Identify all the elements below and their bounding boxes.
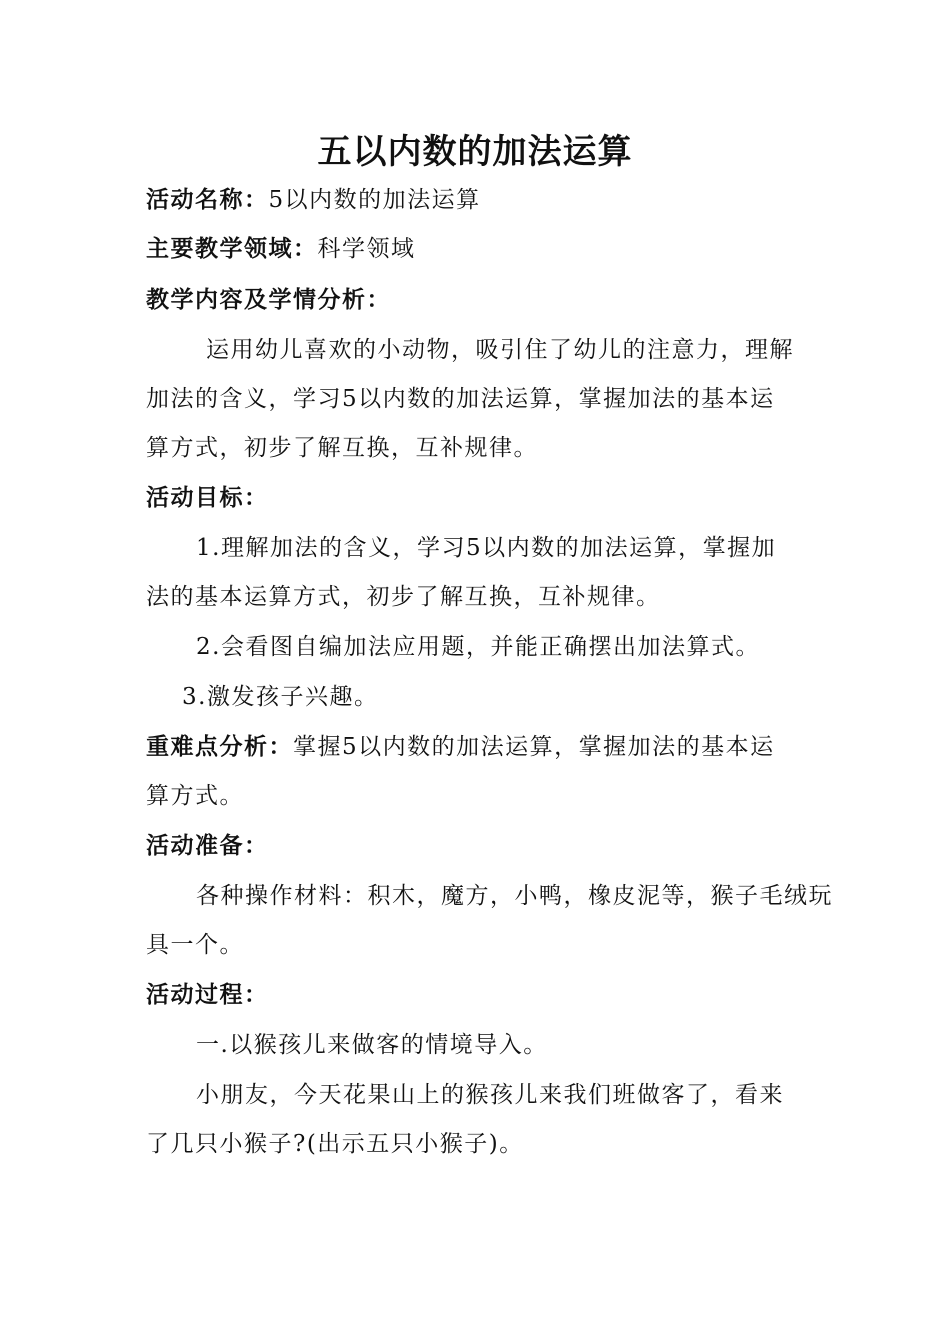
key-points-value: 掌握5以内数的加法运算，掌握加法的基本运 [293,734,775,760]
document-title: 五以内数的加法运算 [317,132,633,172]
key-points-label: 重难点分析： [146,733,293,760]
process-line: 一.以猴孩儿来做客的情境导入。 [196,1032,548,1058]
domain-label: 主要教学领域： [146,235,318,262]
analysis-paragraph-line: 算方式，初步了解互换，互补规律。 [146,435,538,461]
prep-label: 活动准备： [146,832,269,859]
activity-name-line [146,180,810,220]
analysis-label: 教学内容及学情分析： [146,286,391,313]
process-heading [146,975,810,1015]
prep-heading [146,826,810,866]
key-points-line: 算方式。 [146,783,244,809]
goal-line: 2.会看图自编加法应用题，并能正确摆出加法算式。 [196,634,760,660]
goals-heading [146,478,810,518]
goal-line: 法的基本运算方式，初步了解互换，互补规律。 [146,584,661,610]
analysis-paragraph-line: 加法的含义，学习5以内数的加法运算，掌握加法的基本运 [146,386,775,412]
activity-name-value: 5以内数的加法运算 [268,187,481,213]
activity-name-label: 活动名称： [146,186,269,213]
domain-line [146,229,810,269]
goal-line: 1.理解加法的含义，学习5以内数的加法运算，掌握加 [196,535,777,561]
process-line: 了几只小猴子?(出示五只小猴子)。 [146,1131,524,1157]
goals-label: 活动目标： [146,484,269,511]
prep-line: 具一个。 [146,932,244,958]
process-label: 活动过程： [146,981,269,1008]
goal-line: 3.激发孩子兴趣。 [182,684,379,710]
process-line: 小朋友，今天花果山上的猴孩儿来我们班做客了，看来 [196,1082,784,1108]
analysis-heading [146,280,810,320]
prep-line: 各种操作材料：积木，魔方，小鸭，橡皮泥等，猴子毛绒玩 [196,883,833,909]
analysis-paragraph-line: 运用幼儿喜欢的小动物，吸引住了幼儿的注意力，理解 [206,337,794,363]
domain-value: 科学领域 [317,236,416,262]
key-points-line [146,727,810,767]
